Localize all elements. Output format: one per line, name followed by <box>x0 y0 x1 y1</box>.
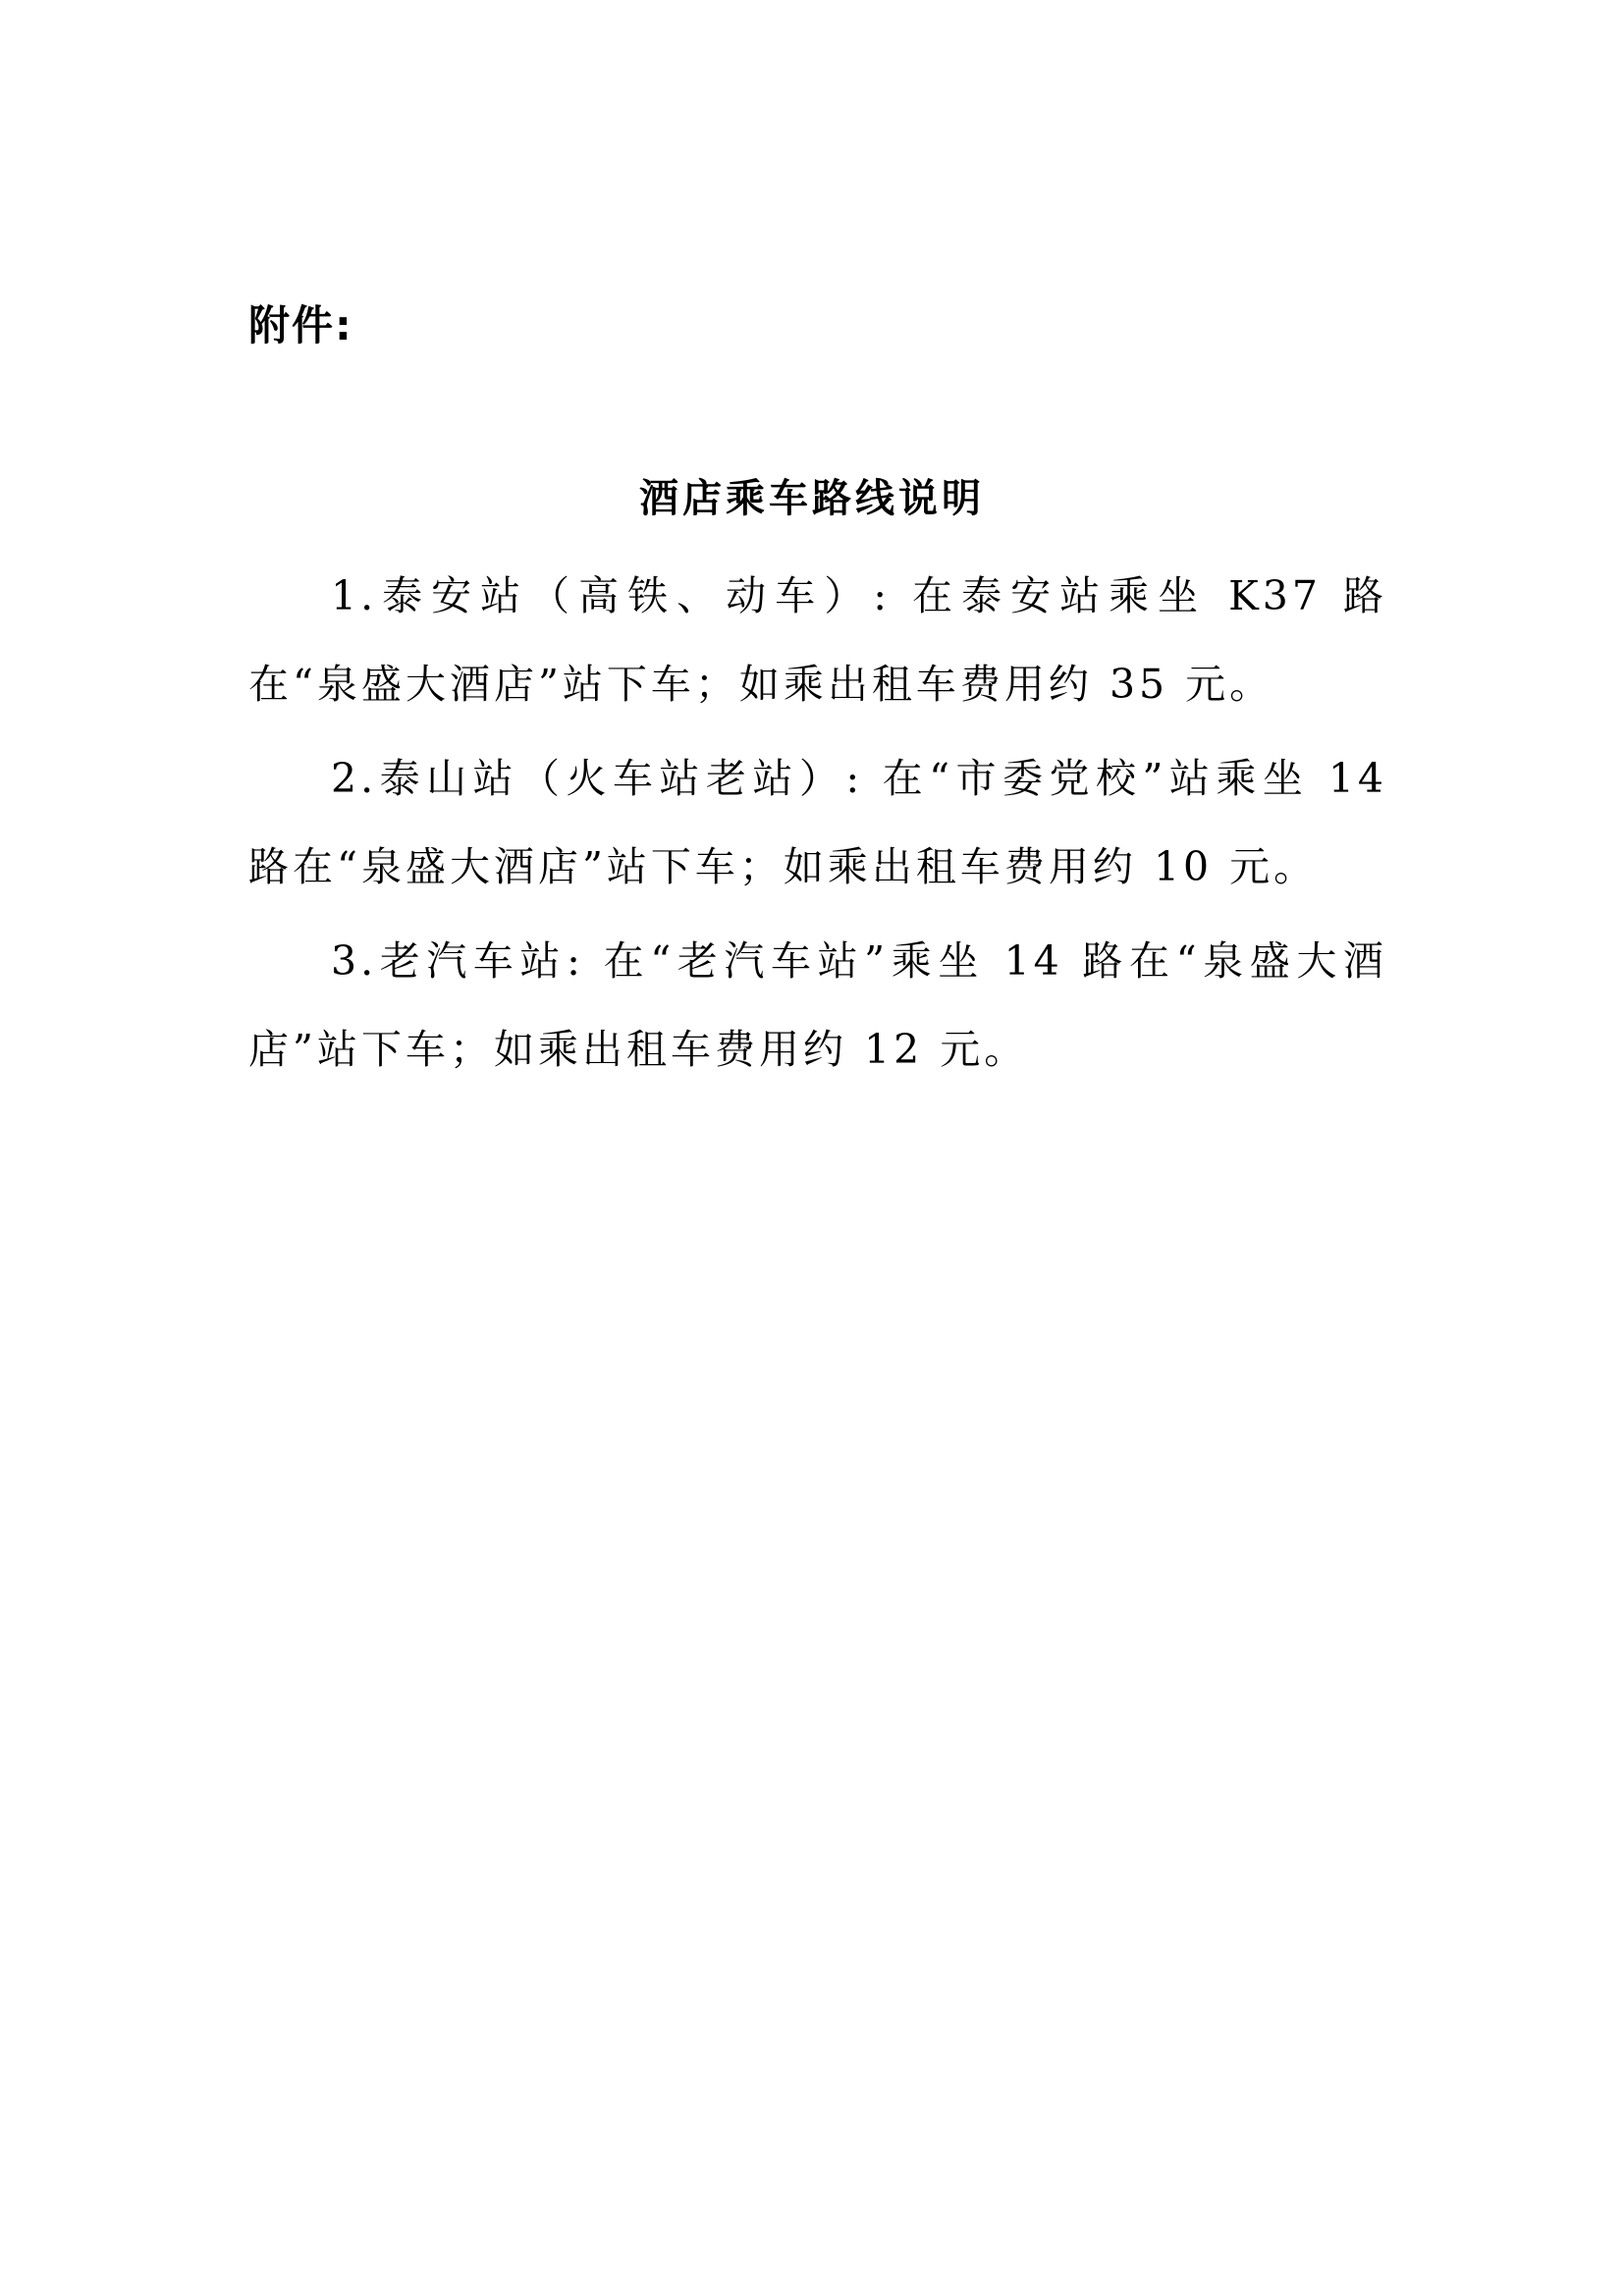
route-paragraph-taishan-station: 2.泰山站（火车站老站）: 在“市委党校”站乘坐 14 路在“泉盛大酒店”站下车；如乘出租车费用约 10 元。 <box>248 755 1387 890</box>
document-body <box>248 552 1387 1099</box>
route-paragraph-taian-station: 1.泰安站（高铁、动车）: 在泰安站乘坐 K37 路在“泉盛大酒店”站下车；如乘出租车费用约 35 元。 <box>248 572 1387 708</box>
attachment-label: 附件: <box>248 301 353 349</box>
document-title: 酒店乘车路线说明 <box>639 476 985 521</box>
route-paragraph-old-bus-station: 3.老汽车站: 在“老汽车站”乘坐 14 路在“泉盛大酒店”站下车；如乘出租车费用约 12 元。 <box>248 937 1387 1073</box>
